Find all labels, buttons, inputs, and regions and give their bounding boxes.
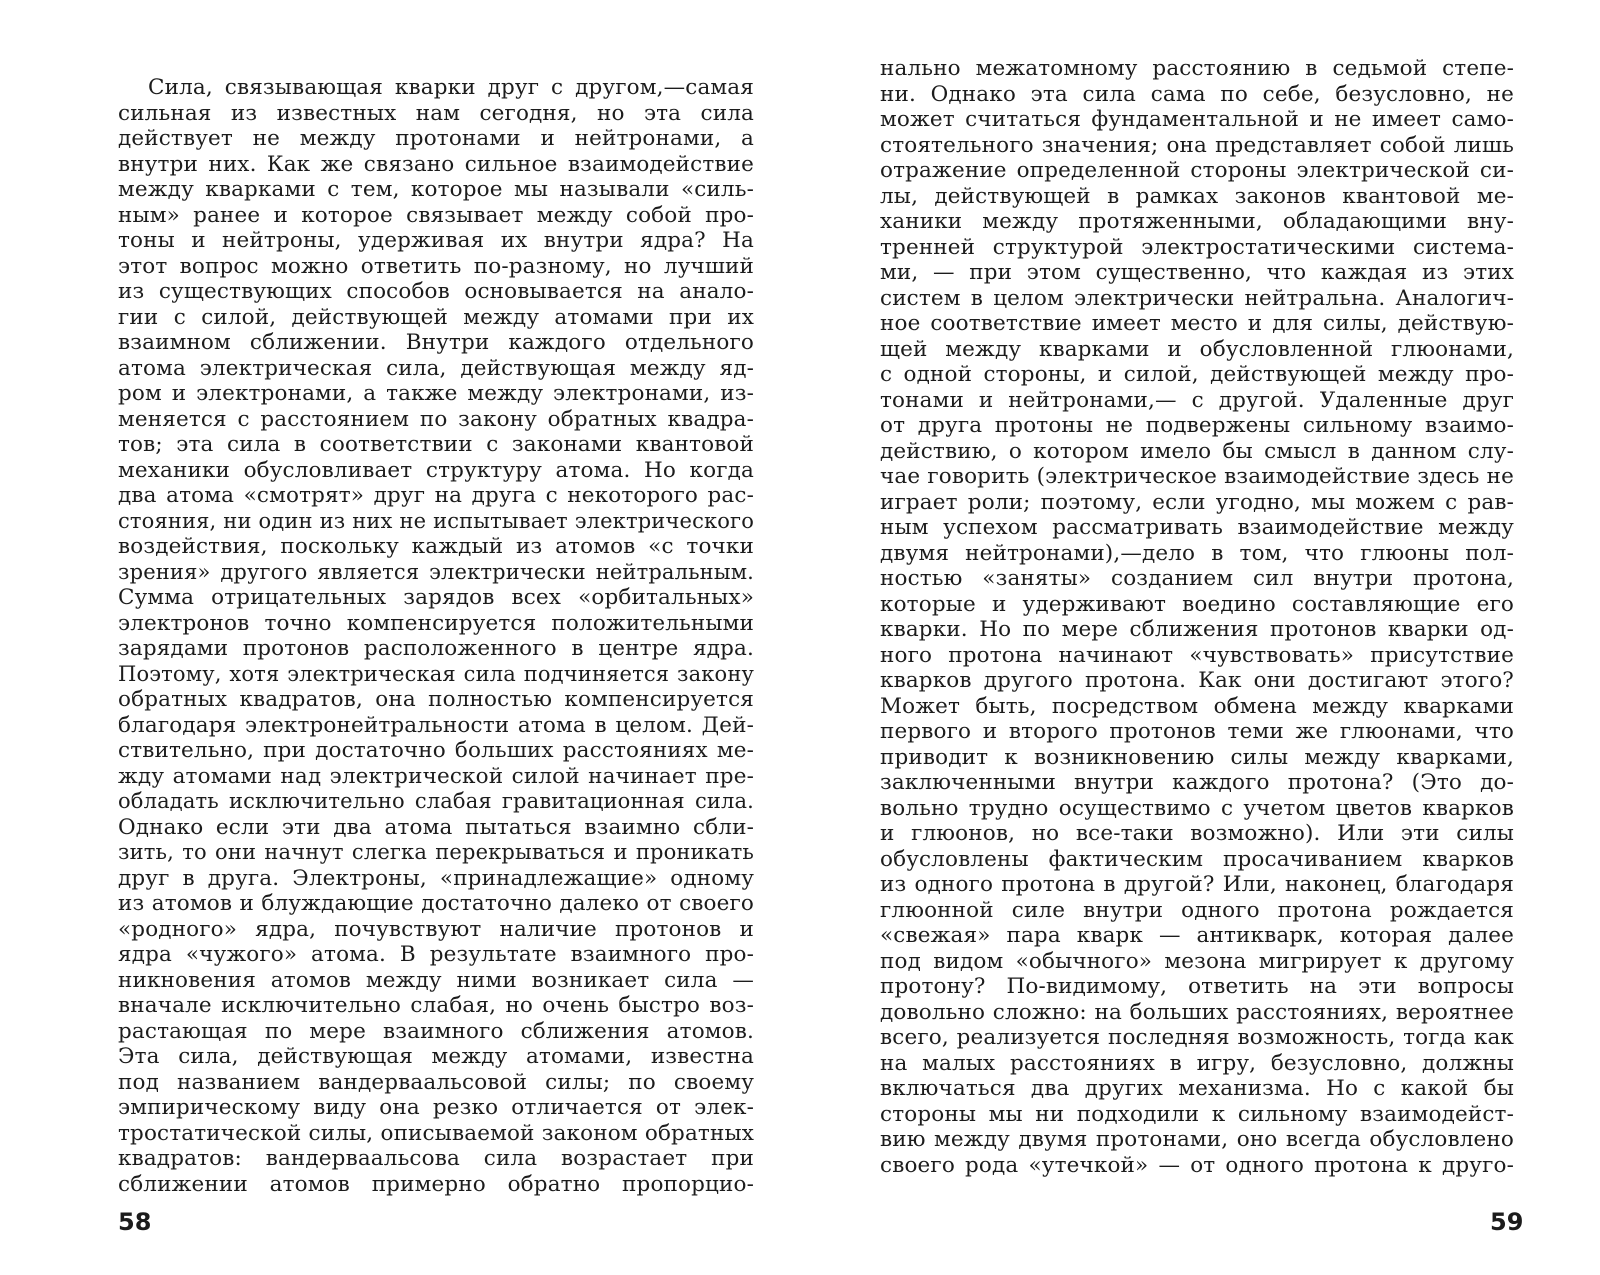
text-line: довольно сложно: на больших расстояниях, вероятнее	[880, 999, 1514, 1025]
text-line: ни. Однако эта сила сама по себе, безусловно, не	[880, 81, 1514, 107]
left-page-text	[118, 75, 754, 1197]
text-line: тоны и нейтроны, удерживая их внутри ядра? На	[118, 228, 754, 253]
text-line: лы, действующей в рамках законов квантовой ме-	[880, 183, 1514, 209]
text-line: между кварками с тем, которое мы называли «силь-	[118, 177, 754, 202]
text-line: обладать исключительно слабая гравитационная сила.	[118, 789, 754, 813]
text-line: под видом «обычного» мезона мигрирует к другому	[880, 948, 1514, 974]
text-line: ным» ранее и которое связывает между собой про-	[118, 202, 754, 228]
text-line: обратных квадратов, она полностью компенсируется	[118, 687, 754, 712]
text-line: Однако если эти два атома пытаться взаимно сбли-	[118, 814, 754, 840]
text-line: зрения» другого является электрически нейтральным.	[118, 559, 754, 584]
text-line: стороны мы ни подходили к сильному взаимодейст-	[880, 1101, 1514, 1127]
text-line: благодаря электронейтральности атома в целом. Дей-	[118, 712, 754, 738]
text-line: действию, о котором имело бы смысл в данном слу-	[880, 438, 1514, 464]
text-line: друг в друга. Электроны, «принадлежащие» одному	[118, 865, 754, 891]
text-line: ным успехом рассматривать взаимодействие между	[880, 515, 1514, 540]
text-line: действует не между протонами и нейтронами, а	[118, 126, 754, 151]
text-line: ядра «чужого» атома. В результате взаимного про-	[118, 942, 754, 967]
text-line: эмпирическому виду она резко отличается от элек-	[118, 1095, 754, 1120]
text-line: тонами и нейтронами,— с другой. Удаленные друг	[880, 387, 1514, 413]
text-line: растающая по мере взаимного сближения атомов.	[118, 1018, 754, 1044]
text-line: жду атомами над электрической силой начинает пре-	[118, 763, 754, 789]
text-line: нально межатомному расстоянию в седьмой степе-	[880, 56, 1514, 81]
text-line: глюонной силе внутри одного протона рождается	[880, 897, 1514, 923]
text-line: Сила, связывающая кварки друг с другом,—самая	[148, 75, 754, 100]
text-line: ного протона начинают «чувствовать» присутствие	[880, 642, 1514, 668]
right-page-number: 59	[1490, 1208, 1524, 1236]
text-line: сильная из известных нам сегодня, но эта сила	[118, 100, 754, 126]
text-line: ное соответствие имеет место и для силы, действую-	[880, 311, 1514, 336]
text-line: Поэтому, хотя электрическая сила подчиняется закону	[118, 661, 754, 686]
right-page-text	[880, 56, 1514, 1178]
text-line: взаимном сближении. Внутри каждого отдельного	[118, 330, 754, 355]
text-line: тов; эта сила в соответствии с законами квантовой	[118, 432, 754, 457]
text-line: тростатической силы, описываемой законом обратных	[118, 1120, 754, 1146]
text-line: этот вопрос можно ответить по-разному, но лучший	[118, 253, 754, 279]
text-line: всего, реализуется последняя возможность, тогда как	[880, 1025, 1514, 1050]
text-line: два атома «смотрят» друг на друга с некоторого рас-	[118, 483, 754, 508]
text-line: кварки. Но по мере сближения протонов кварки од-	[880, 617, 1514, 642]
right-page	[800, 0, 1600, 1275]
text-line: отражение определенной стороны электрической си-	[880, 158, 1514, 183]
text-line: на малых расстояниях в игру, безусловно, должны	[880, 1050, 1514, 1076]
text-line: систем в целом электрически нейтральна. Аналогич-	[880, 285, 1514, 311]
text-line: зарядами протонов расположенного в центре ядра.	[118, 636, 754, 661]
text-line: ханики между протяженными, обладающими вну-	[880, 209, 1514, 234]
text-line: стояния, ни один из них не испытывает электрического	[118, 508, 754, 533]
text-line: обусловлены фактическим просачиванием кварков	[880, 846, 1514, 872]
text-line: может считаться фундаментальной и не имеет само-	[880, 107, 1514, 132]
text-line: атома электрическая сила, действующая между яд-	[118, 355, 754, 381]
text-line: под названием вандерваальсовой силы; по своему	[118, 1069, 754, 1095]
text-line: никновения атомов между ними возникает сила —	[118, 967, 754, 993]
text-line: заключенными внутри каждого протона? (Это до-	[880, 770, 1514, 795]
text-line: играет роли; поэтому, если угодно, мы можем с рав-	[880, 489, 1514, 515]
text-line: «родного» ядра, почувствуют наличие протонов и	[118, 916, 754, 942]
text-line: чае говорить (электрическое взаимодействие здесь не	[880, 464, 1514, 489]
text-line: от друга протоны не подвержены сильному взаимо-	[880, 413, 1514, 438]
text-line: ностью «заняты» созданием сил внутри протона,	[880, 566, 1514, 591]
text-line: Может быть, посредством обмена между кварками	[880, 693, 1514, 719]
text-line: «свежая» пара кварк — антикварк, которая далее	[880, 923, 1514, 948]
text-line: ствительно, при достаточно больших расстояниях ме-	[118, 738, 754, 763]
text-line: из существующих способов основывается на анало-	[118, 279, 754, 304]
text-line: стоятельного значения; она представляет собой лишь	[880, 132, 1514, 158]
text-line: двумя нейтронами),—дело в том, что глюоны пол-	[880, 540, 1514, 566]
text-line: Эта сила, действующая между атомами, известна	[118, 1044, 754, 1069]
text-line: ром и электронами, а также между электронами, из-	[118, 381, 754, 406]
text-line: которые и удерживают воедино составляющие его	[880, 591, 1514, 617]
text-line: своего рода «утечкой» — от одного протона к друго-	[880, 1152, 1514, 1178]
text-line: воздействия, поскольку каждый из атомов «с точки	[118, 534, 754, 559]
text-line: меняется с расстоянием по закону обратных квадра-	[118, 406, 754, 432]
text-line: зить, то они начнут слегка перекрываться и проникать	[118, 840, 754, 864]
text-line: из одного протона в другой? Или, наконец, благодаря	[880, 872, 1514, 897]
text-line: кварков другого протона. Как они достигают этого?	[880, 668, 1514, 693]
text-line: протону? По-видимому, ответить на эти вопросы	[880, 974, 1514, 999]
text-line: и глюонов, но все-таки возможно). Или эти силы	[880, 821, 1514, 846]
text-line: щей между кварками и обусловленной глюонами,	[880, 336, 1514, 362]
text-line: вначале исключительно слабая, но очень быстро воз-	[118, 993, 754, 1018]
text-line: первого и второго протонов теми же глюонами, что	[880, 719, 1514, 744]
text-line: ми, — при этом существенно, что каждая из этих	[880, 260, 1514, 285]
text-line: вию между двумя протонами, оно всегда обусловлено	[880, 1127, 1514, 1152]
text-line: Сумма отрицательных зарядов всех «орбитальных»	[118, 585, 754, 610]
text-line: тренней структурой электростатическими система-	[880, 234, 1514, 260]
text-line: включаться два других механизма. Но с какой бы	[880, 1076, 1514, 1101]
text-line: механики обусловливает структуру атома. Но когда	[118, 457, 754, 483]
text-line: электронов точно компенсируется положительными	[118, 610, 754, 636]
text-line: квадратов: вандерваальсова сила возрастает при	[118, 1146, 754, 1171]
text-line: внутри них. Как же связано сильное взаимодействие	[118, 151, 754, 177]
text-line: сближении атомов примерно обратно пропорцио-	[118, 1171, 754, 1197]
text-line: вольно трудно осуществимо с учетом цветов кварков	[880, 795, 1514, 821]
left-page-number: 58	[118, 1208, 152, 1236]
text-line: гии с силой, действующей между атомами при их	[118, 304, 754, 330]
text-line: из атомов и блуждающие достаточно далеко от своего	[118, 891, 754, 916]
text-line: с одной стороны, и силой, действующей между про-	[880, 362, 1514, 387]
text-line: приводит к возникновению силы между кварками,	[880, 744, 1514, 770]
